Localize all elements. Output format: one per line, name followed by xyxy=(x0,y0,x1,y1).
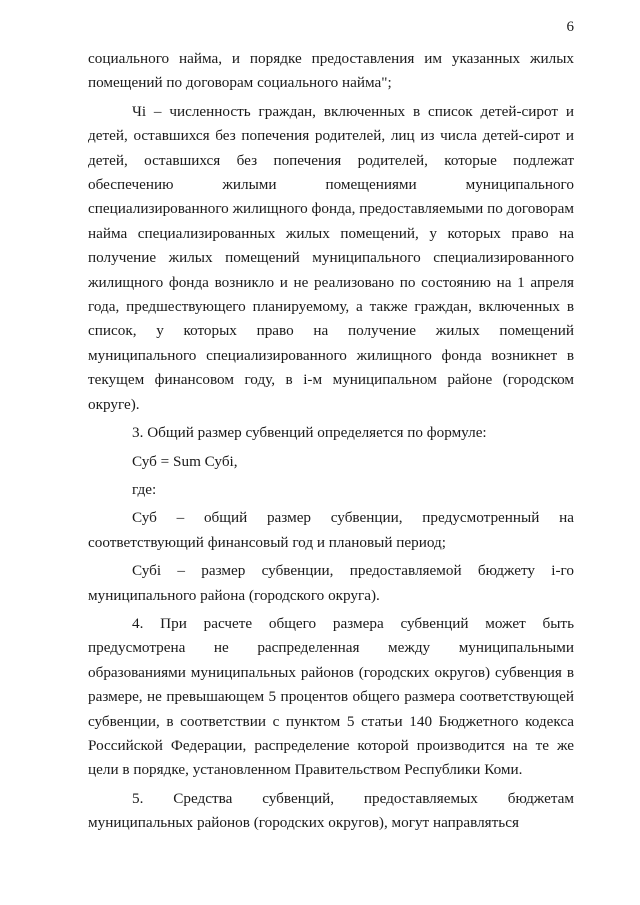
paragraph-sub-definition: Суб – общий размер субвенции, предусмотренный на соответствующий финансовый год и плановый период; xyxy=(88,509,574,551)
formula-where: где: xyxy=(132,480,157,498)
paragraph-section-3: 3. Общий размер субвенций определяется по формуле: xyxy=(132,424,487,442)
page-number: 6 xyxy=(566,19,574,35)
paragraph-subi-definition: Субi – размер субвенции, предоставляемой бюджету i-го муниципального района (городского округа). xyxy=(88,562,574,604)
paragraph-section-5: 5. Средства субвенций, предоставляемых бюджетам муниципальных районов (городских округов), могут направляться xyxy=(88,789,574,832)
paragraph-continuation: социального найма, и порядке предоставления им указанных жилых помещений по договорам социального найма"; xyxy=(88,50,574,92)
formula-sum: Суб = Sum Субi, xyxy=(132,452,238,470)
document-body xyxy=(88,47,574,836)
paragraph-chi-definition: Чi – численность граждан, включенных в список детей-сирот и детей, оставшихся без попечения родителей, лиц из числа детей-сирот и детей, оставшихся без попечения родителей, которые подлежат обеспечению жилыми помещениями муниципального специализированного жилищного фонда, предоставляемыми по договорам найма специализированных жилых помещений, у которых право на получение жилых помещений муниципального специализированного жилищного фонда возникло и не реализовано по состоянию на 1 апреля года, предшествующего планируемому, а также граждан, включенных в список, у которых право на получение жилых помещений муниципального специализированного жилищного фонда возникнет в текущем финансовом году, в i-м муниципальном районе (городском округе). xyxy=(88,102,574,413)
paragraph-section-4: 4. При расчете общего размера субвенций может быть предусмотрена не распределенная между муниципальными образованиями муниципальных районов (городских округов) субвенция в размере, не превышающем 5 процентов общего размера соответствующей субвенции, в соответствии с пунктом 5 статьи 140 Бюджетного кодекса Российской Федерации, распределение которой производится на те же цели в порядке, установленном Правительством Республики Коми. xyxy=(88,614,574,779)
